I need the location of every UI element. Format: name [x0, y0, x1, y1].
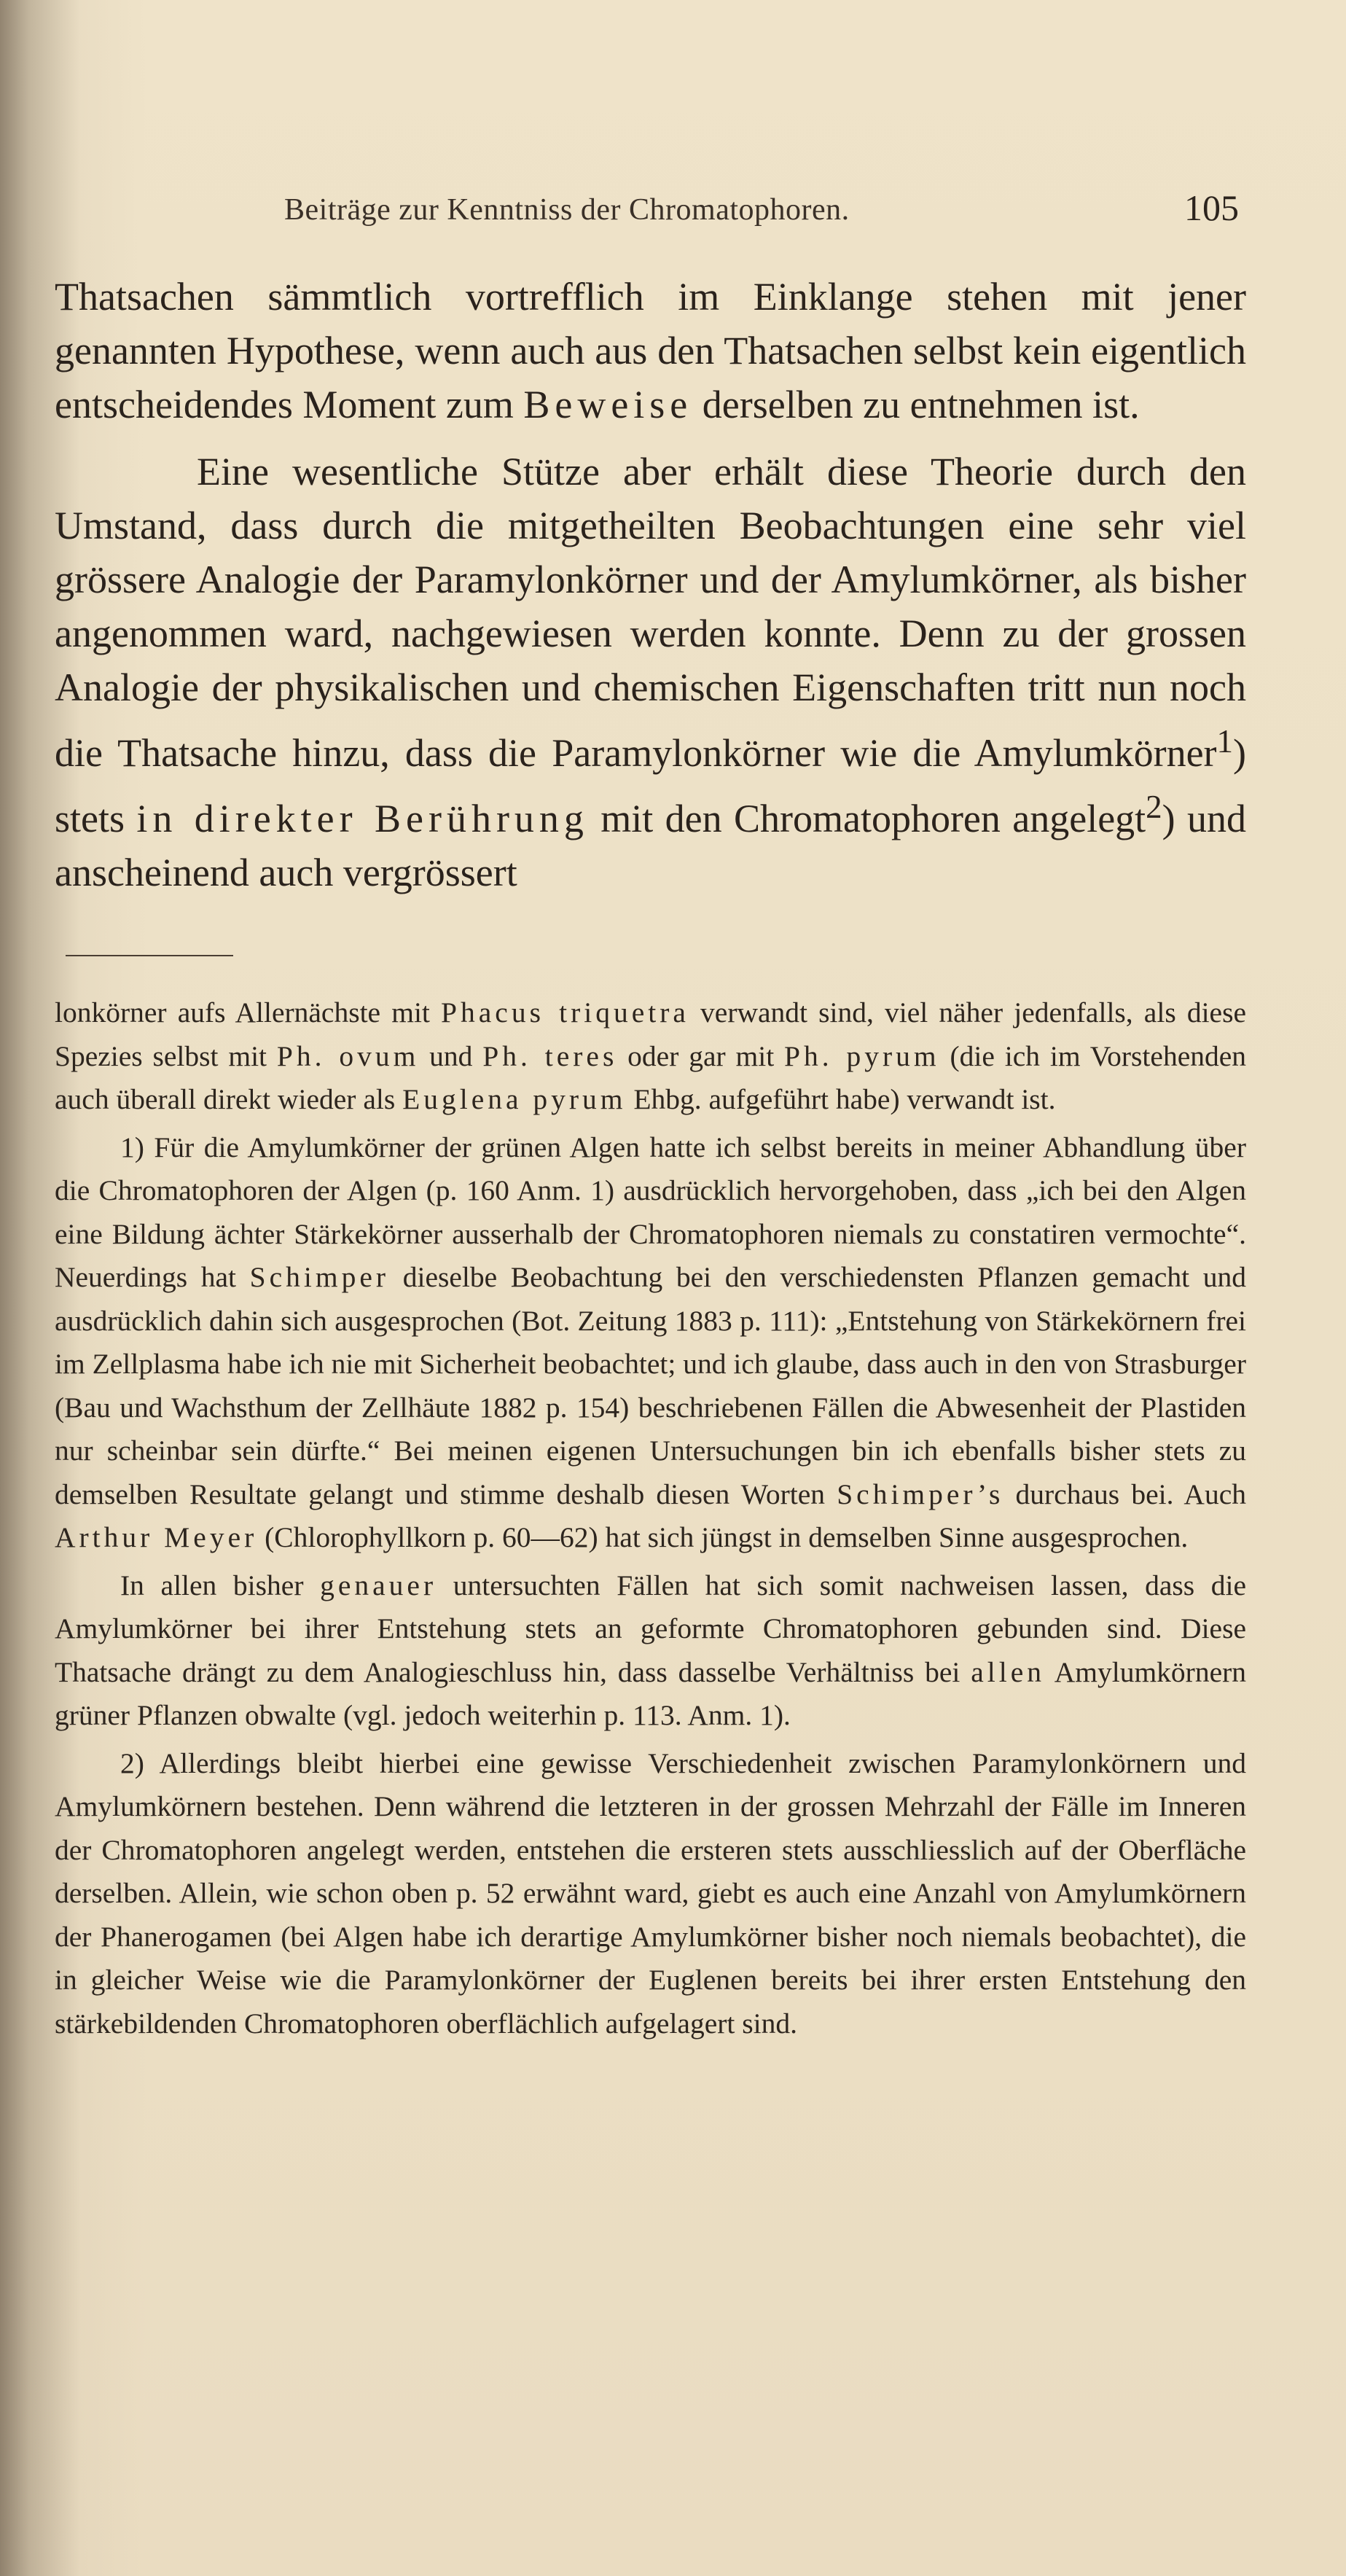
fn1b-b: untersuchten Fällen hat sich somit nachweisen lassen, dass die Amylumkörner bei ihrer Entstehung stets an geformte Chromatophoren gebunden sind. Diese Thatsache drängt zu dem Analogieschluss hin, dass dasselbe Verhältniss bei	[55, 1569, 1246, 1688]
fn1-c: durchaus bei. Auch	[1003, 1478, 1246, 1510]
fn-cont-d: oder gar mit	[617, 1039, 785, 1072]
spaced-word-beweise: Beweise	[523, 383, 693, 426]
fn-cont-b: verwandt sind, viel näher jedenfalls, als diese Spezies selbst mit	[55, 996, 1246, 1072]
fn-cont-sp3: Ph. teres	[482, 1039, 618, 1072]
paragraph-2-mid2: mit den Chromatophoren angelegt	[588, 797, 1146, 840]
fn1b-sp1: genauer	[320, 1569, 437, 1601]
paragraph-1-text: Thatsachen sämmtlich vortrefflich im Einklange stehen mit jener genannten Hypothese, wenn auch aus den Thatsachen selbst kein eigentlich entscheidendes Moment zum	[55, 275, 1246, 426]
footnote-divider	[66, 955, 233, 956]
main-text	[55, 270, 1246, 899]
fn1-sp2: Schimper’s	[837, 1478, 1004, 1510]
fn-cont-a: lonkörner aufs Allernächste mit	[55, 996, 442, 1029]
paragraph-1-end: derselben zu entnehmen ist.	[692, 383, 1140, 426]
paragraph-2-text: Eine wesentliche Stütze aber erhält diese Theorie durch den Umstand, dass durch die mitgetheilten Beobachtungen eine sehr viel grössere Analogie der Paramylonkörner und der Amylumkörner, als bisher angenommen ward, nachgewiesen werden konnte. Denn zu der grossen Analogie der physikalischen und chemischen Eigenschaften tritt nun noch die Thatsache hinzu, dass die Paramylonkörner wie die Amylumkörner	[55, 450, 1246, 775]
fn1-sp3: Arthur Meyer	[55, 1521, 258, 1553]
fn1-d: (Chlorophyllkorn p. 60—62) hat sich jüngst in demselben Sinne ausgesprochen.	[257, 1521, 1189, 1553]
footnote-ref-2: 2	[1146, 789, 1162, 825]
footnote-1	[55, 1126, 1246, 1560]
paragraph-2-mid: ) stets	[55, 731, 1246, 840]
fn-cont-sp1: Phacus triquetra	[441, 996, 689, 1029]
running-title: Beiträge zur Kenntniss der Chromatophoren.	[284, 193, 850, 227]
fn-cont-sp5: Euglena pyrum	[402, 1083, 627, 1115]
fn-cont-sp2: Ph. ovum	[276, 1039, 420, 1072]
footnote-continuation	[55, 991, 1246, 1122]
fn1-a: 1) Für die Amylumkörner der grünen Algen hatte ich selbst bereits in meiner Abhandlung über die Chromatophoren der Algen (p. 160 Anm. 1) ausdrücklich hervorgehoben, dass „ich bei den Algen eine Bildung ächter Stärkekörner ausserhalb der Chromatophoren niemals zu constatiren vermochte“. Neuerdings hat	[55, 1131, 1246, 1293]
paragraph-1	[55, 270, 1246, 432]
fn1-sp1: Schimper	[249, 1261, 390, 1293]
page-number: 105	[1184, 187, 1239, 228]
fn-cont-e: (die ich im Vorstehenden auch überall direkt wieder als	[55, 1039, 1247, 1115]
fn1b-sp2: allen	[971, 1655, 1045, 1688]
fn1b-a: In allen bisher	[120, 1569, 321, 1601]
fn1-b: dieselbe Beobachtung bei den verschiedensten Pflanzen gemacht und ausdrücklich dahin sich ausgesprochen (Bot. Zeitung 1883 p. 111): „Entstehung von Stärkekörnern frei im Zellplasma habe ich nie mit Sicherheit beobachtet; und ich glaube, dass auch in den von Strasburger (Bau und Wachsthum der Zellhäute 1882 p. 154) beschriebenen Fällen die Abwesenheit der Plastiden nur scheinbar sein dürfte.“ Bei meinen eigenen Untersuchungen bin ich ebenfalls bisher stets zu demselben Resultate gelangt und stimme deshalb diesen Worten	[55, 1261, 1246, 1510]
spaced-phrase-direkter-beruehrung: in direkter Berührung	[136, 797, 589, 840]
paragraph-2-end: ) und anscheinend auch vergrössert	[55, 797, 1247, 894]
fn1b-c: Amylumkörnern grüner Pflanzen obwalte (vgl. jedoch weiterhin p. 113. Anm. 1).	[55, 1655, 1247, 1731]
fn-cont-f: Ehbg. aufgeführt habe) verwandt ist.	[626, 1083, 1056, 1115]
fn-cont-c: und	[419, 1039, 483, 1072]
footnote-2: 2) Allerdings bleibt hierbei eine gewisse Verschiedenheit zwischen Paramylonkörnern und Amylumkörnern bestehen. Denn während die letzteren in der grossen Mehrzahl der Fälle im Inneren der Chromatophoren angelegt werden, entstehen die ersteren stets ausschliesslich auf der Oberfläche derselben. Allein, wie schon oben p. 52 erwähnt ward, giebt es auch eine Anzahl von Amylumkörnern der Phanerogamen (bei Algen habe ich derartige Amylumkörner bisher noch niemals beobachtet), die in gleicher Weise wie die Paramylonkörner der Euglenen bereits bei ihrer ersten Entstehung den stärkebildenden Chromatophoren oberflächlich aufgelagert sind.	[55, 1746, 1246, 2040]
paragraph-2	[55, 445, 1246, 899]
footnote-ref-1: 1	[1216, 723, 1234, 760]
footnote-1-continued	[55, 1564, 1246, 1738]
page-header	[284, 182, 1239, 241]
fn-cont-sp4: Ph. pyrum	[784, 1039, 940, 1072]
footnotes	[55, 991, 1246, 2045]
